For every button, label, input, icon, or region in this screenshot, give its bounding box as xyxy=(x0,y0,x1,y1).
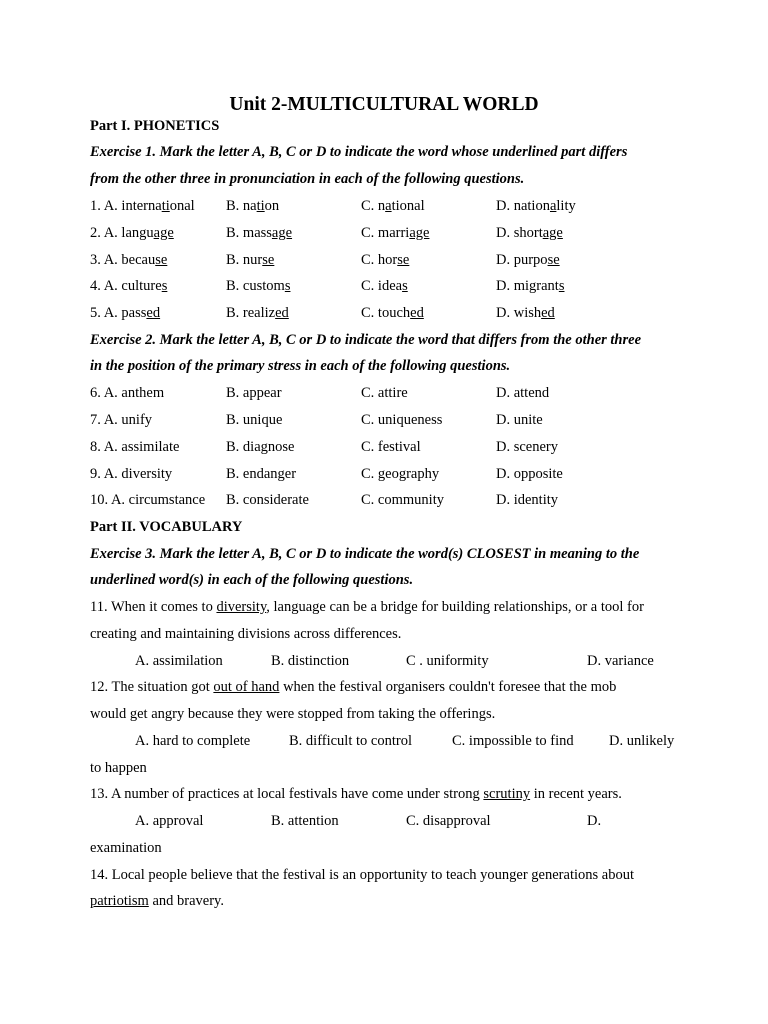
option-d: D. identity xyxy=(496,492,559,508)
question-12-option-wrap: to happen xyxy=(90,760,147,776)
option-c: C. touched xyxy=(361,305,424,321)
option-c: C. disapproval xyxy=(406,813,491,829)
question-13-options xyxy=(90,808,690,835)
option-c: C. marriage xyxy=(361,225,430,241)
option-b: B. attention xyxy=(271,813,339,829)
question-13-option-wrap: examination xyxy=(90,840,162,856)
option-b: B. considerate xyxy=(226,492,309,508)
question-row-10 xyxy=(90,487,690,514)
option-d: D. wished xyxy=(496,305,555,321)
question-14-stem-line2: patriotism and bravery. xyxy=(90,893,224,909)
question-11-options xyxy=(90,648,690,675)
part2-heading: Part II. VOCABULARY xyxy=(90,519,243,535)
question-12-stem: 12. The situation got out of hand when the festival organisers couldn't foresee that the mob xyxy=(90,679,617,695)
option-d: D. nationality xyxy=(496,198,576,214)
option-d: D. unlikely xyxy=(609,733,675,749)
option-c: C. attire xyxy=(361,385,408,401)
question-row-8 xyxy=(90,434,690,461)
target-word: scrutiny xyxy=(483,786,531,802)
option-a: 7. A. unify xyxy=(90,412,153,428)
ex1-instruction-line1: Exercise 1. Mark the letter A, B, C or D to indicate the word whose underlined part differs xyxy=(90,144,628,160)
option-c: C. festival xyxy=(361,439,421,455)
option-c: C. impossible to find xyxy=(452,733,574,749)
question-row-1 xyxy=(90,193,690,220)
option-a: 2. A. language xyxy=(90,225,174,241)
option-a: 3. A. because xyxy=(90,252,168,268)
option-b: B. nurse xyxy=(226,252,275,268)
option-b: B. diagnose xyxy=(226,439,295,455)
option-d: D. shortage xyxy=(496,225,563,241)
target-word: diversity xyxy=(216,599,267,615)
target-word: patriotism xyxy=(90,893,149,909)
option-d: D. opposite xyxy=(496,466,563,482)
ex3-instruction-line1: Exercise 3. Mark the letter A, B, C or D to indicate the word(s) CLOSEST in meaning to the xyxy=(90,546,640,562)
option-d: D. attend xyxy=(496,385,550,401)
option-c: C. horse xyxy=(361,252,410,268)
option-b: B. nation xyxy=(226,198,280,214)
question-row-7 xyxy=(90,407,690,434)
option-a: 6. A. anthem xyxy=(90,385,165,401)
option-a: 8. A. assimilate xyxy=(90,439,180,455)
option-c: C. community xyxy=(361,492,444,508)
question-row-4 xyxy=(90,273,690,300)
question-row-6 xyxy=(90,380,690,407)
question-14-stem: 14. Local people believe that the festival is an opportunity to teach younger generations about xyxy=(90,867,634,883)
option-d: D. unite xyxy=(496,412,543,428)
ex1-instruction-line2: from the other three in pronunciation in each of the following questions. xyxy=(90,171,525,187)
option-d: D. purpose xyxy=(496,252,560,268)
option-b: B. difficult to control xyxy=(289,733,412,749)
option-a: A. assimilation xyxy=(135,653,223,669)
option-d: D. migrants xyxy=(496,278,565,294)
option-d: D. xyxy=(587,813,602,829)
option-a: A. approval xyxy=(135,813,204,829)
option-c: C. uniqueness xyxy=(361,412,443,428)
question-row-3 xyxy=(90,247,690,274)
option-d: D. variance xyxy=(587,653,654,669)
option-b: B. endanger xyxy=(226,466,297,482)
option-d: D. scenery xyxy=(496,439,559,455)
question-row-9 xyxy=(90,461,690,488)
question-12-options xyxy=(90,728,690,755)
option-c: C . uniformity xyxy=(406,653,489,669)
question-12-stem-line2: would get angry because they were stopped from taking the offerings. xyxy=(90,706,496,722)
option-c: C. geography xyxy=(361,466,440,482)
option-a: 5. A. passed xyxy=(90,305,161,321)
option-b: B. unique xyxy=(226,412,283,428)
question-13-stem: 13. A number of practices at local festivals have come under strong scrutiny in recent years. xyxy=(90,786,622,802)
option-c: C. national xyxy=(361,198,425,214)
target-word: out of hand xyxy=(213,679,280,695)
option-c: C. ideas xyxy=(361,278,408,294)
option-b: B. customs xyxy=(226,278,291,294)
option-b: B. massage xyxy=(226,225,293,241)
option-b: B. distinction xyxy=(271,653,350,669)
ex3-instruction-line2: underlined word(s) in each of the following questions. xyxy=(90,572,414,588)
question-11-stem-line2: creating and maintaining divisions across differences. xyxy=(90,626,402,642)
part1-heading: Part I. PHONETICS xyxy=(90,118,220,134)
question-row-2 xyxy=(90,220,690,247)
ex2-instruction-line2: in the position of the primary stress in each of the following questions. xyxy=(90,358,511,374)
ex2-instruction-line1: Exercise 2. Mark the letter A, B, C or D to indicate the word that differs from the other three xyxy=(90,332,642,348)
option-b: B. realized xyxy=(226,305,289,321)
question-row-5 xyxy=(90,300,690,327)
question-11-stem: 11. When it comes to diversity, language can be a bridge for building relationships, or a tool for xyxy=(90,599,644,615)
option-a: 4. A. cultures xyxy=(90,278,168,294)
option-a: 9. A. diversity xyxy=(90,466,173,482)
option-b: B. appear xyxy=(226,385,282,401)
page-title: Unit 2-MULTICULTURAL WORLD xyxy=(229,94,539,115)
option-a: A. hard to complete xyxy=(135,733,251,749)
option-a: 1. A. international xyxy=(90,198,195,214)
option-a: 10. A. circumstance xyxy=(90,492,206,508)
